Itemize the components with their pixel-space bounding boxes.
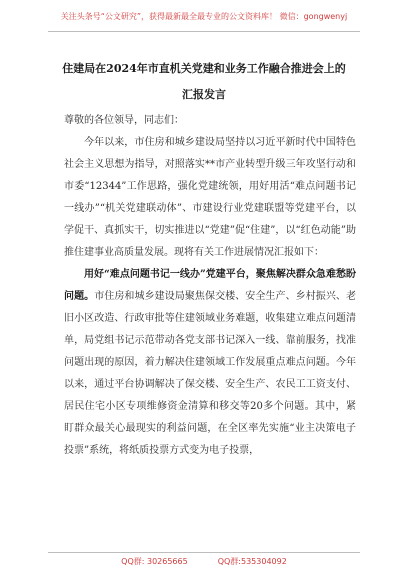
footer-contact [0,556,408,567]
section-1-body: 市住房和城乡建设局聚焦保交楼、安全生产、乡村振兴、老旧小区改造、行政审批等住建领域业务难题，收集建立难点问题清单，局党组书记示范带动各党支部书记深入一线、靠前服务，找准问题出现的原因，着力解决住建领域工作发展重点难点问题。今年以来，通过平台协调解决了保交楼、安全生产、农民工工资支付、居民住宅小区专项维修资金清算和移交等20多个问题。其中，紧盯群众最关心最现实的利益问题，在全区率先实施“业主决策电子投票”系统，将纸质投票方式变为电子投票， [64,291,357,456]
footer-qq-group-2: QQ群:535304092 [217,557,287,566]
footer-qq-group-1: QQ群: 30265665 [121,557,188,566]
header-divider [48,31,360,32]
title-line-2: 汇报发言 [182,88,226,101]
section-1-heading: 用好“难点问题书记一线办”党建平台，聚焦解决群众急难愁盼问题。 [64,269,356,302]
document-title [50,56,358,108]
page-footer [0,552,408,572]
title-line-1: 住建局在2024年市直机关党建和业务工作融合推进会上的 [62,62,346,75]
document-body [64,110,356,462]
paragraph-section-1 [64,264,356,462]
header-promo-text: 关注头条号“公文研究”，获得最新最全最专业的公文资料库！ 微信：gongwenyj [60,12,348,21]
salutation: 尊敬的各位领导，同志们： [64,115,184,126]
footer-divider [48,552,360,553]
paragraph-intro: 今年以来，市住房和城乡建设局坚持以习近平新时代中国特色社会主义思想为指导，对照落实**市产业转型升级三年攻坚行动和市委“12344”工作思路，强化党建统领，用好用活“难点问题书记一线办”“机关党建联动体”、市建设行业党建联盟等党建平台，以学促干、真抓实干，切实推进以“党建”促“住建”，以“红色动能”助推住建事业高质量发展。现将有关工作进展情况汇报如下： [64,137,356,258]
page-header [0,0,408,32]
